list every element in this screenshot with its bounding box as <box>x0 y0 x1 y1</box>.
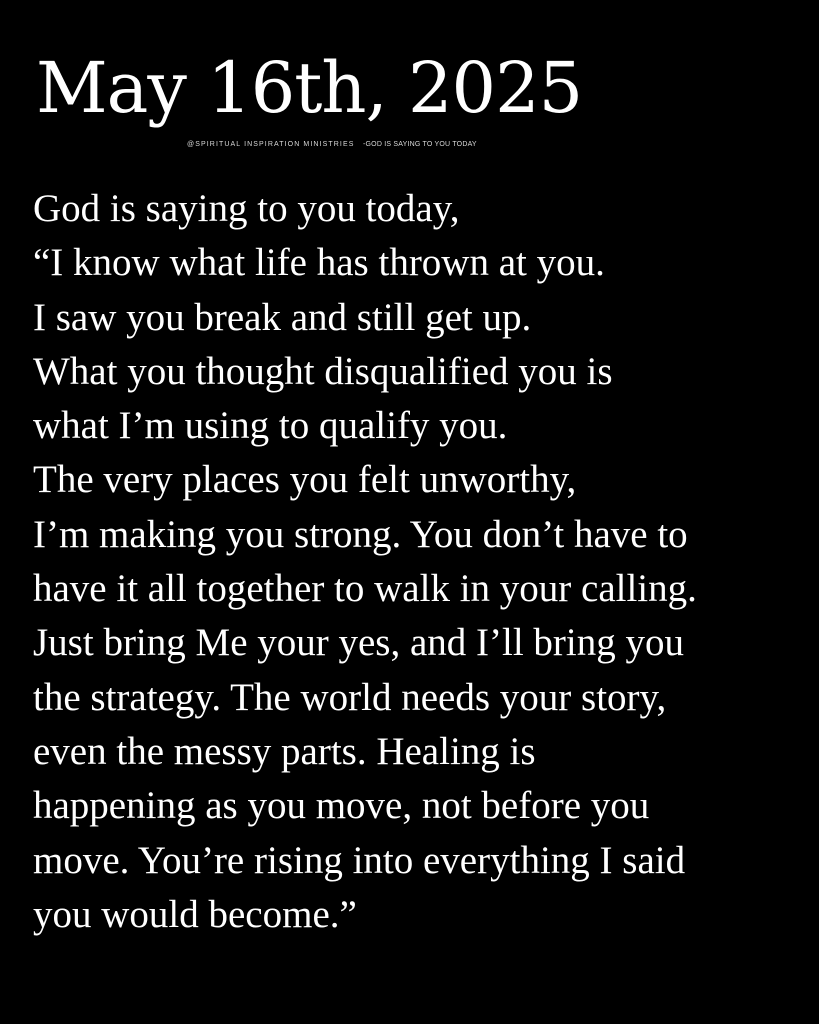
message-line: What you thought disqualified you is <box>33 349 613 393</box>
message-line: have it all together to walk in your calling. <box>33 567 697 611</box>
message-line: move. You’re rising into everything I said <box>33 838 686 882</box>
message-line: I’m making you strong. You don’t have to <box>33 512 688 556</box>
date-title: May 16th, 2025 <box>36 47 583 129</box>
message-line: happening as you move, not before you <box>33 784 650 828</box>
message-line: “I know what life has thrown at you. <box>33 241 605 285</box>
message-line: what I’m using to qualify you. <box>33 404 508 448</box>
message-line: The very places you felt unworthy, <box>33 458 577 502</box>
message-line: God is saying to you today, <box>33 187 460 230</box>
message-body <box>33 182 819 942</box>
credit-series: -GOD IS SAYING TO YOU TODAY <box>363 141 477 148</box>
message-line: I saw you break and still get up. <box>33 295 532 339</box>
credit-handle: @SPIRITUAL INSPIRATION MINISTRIES <box>187 141 355 148</box>
message-line: Just bring Me your yes, and I’ll bring you <box>33 621 685 665</box>
message-line: you would become.” <box>33 892 357 936</box>
message-line: even the messy parts. Healing is <box>33 729 536 773</box>
message-line: the strategy. The world needs your story, <box>33 675 667 719</box>
